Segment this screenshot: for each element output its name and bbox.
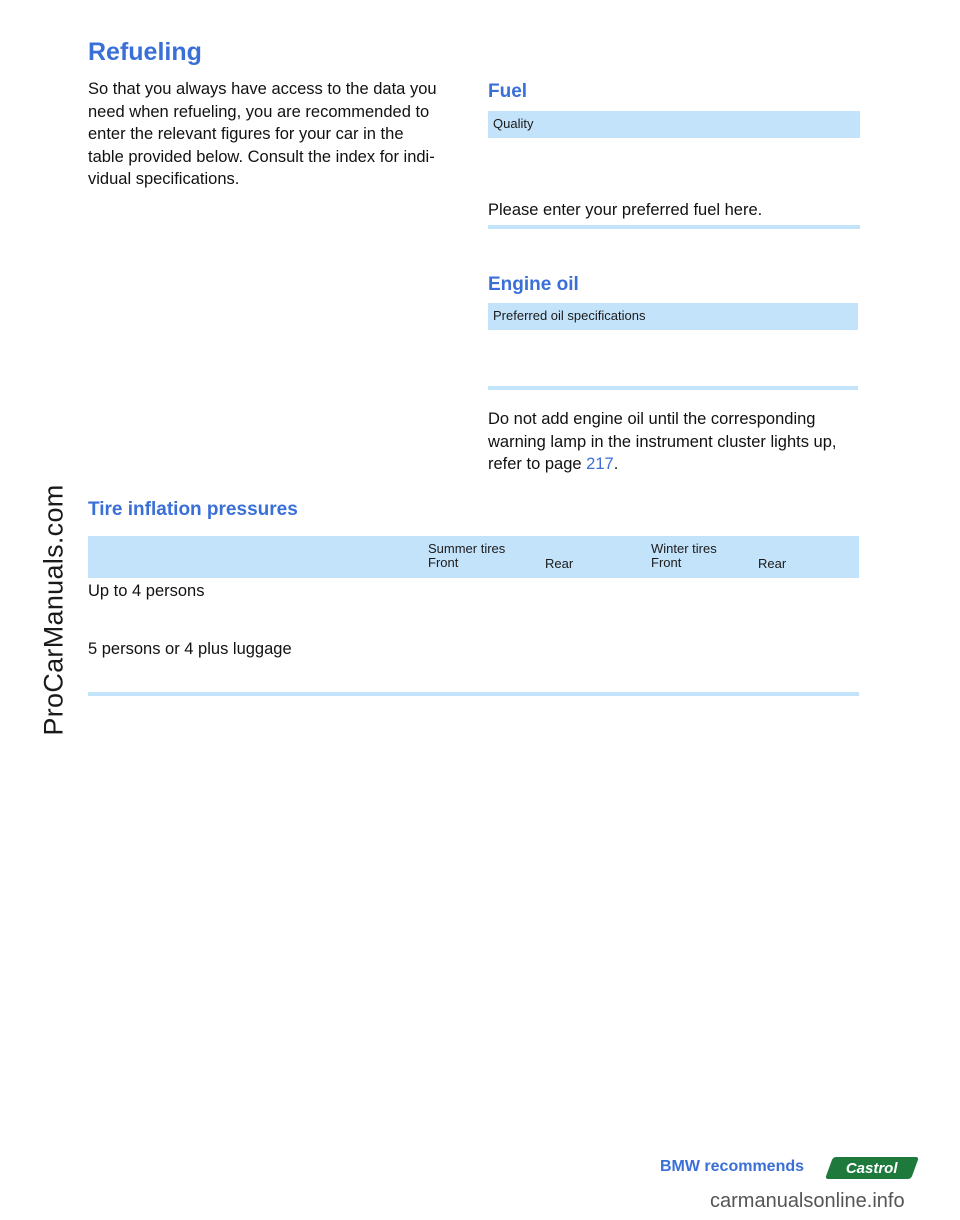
oil-note-line: warning lamp in the instrument cluster lights up,	[488, 432, 837, 451]
tire-table-divider	[88, 692, 859, 696]
oil-note-prefix: refer to page	[488, 455, 587, 473]
table-row: Up to 4 persons	[88, 582, 205, 600]
intro-line: table provided below. Consult the index for indi-	[88, 147, 435, 166]
oil-note-line: Do not add engine oil until the corresponding	[488, 410, 816, 428]
summer-front-header: Front	[428, 555, 459, 570]
fuel-divider	[488, 225, 860, 229]
castrol-logo	[825, 1157, 919, 1179]
intro-line: enter the relevant figures for your car in the	[88, 125, 404, 143]
page-title: Refueling	[88, 38, 202, 66]
fuel-quality-bar: Quality	[488, 111, 860, 138]
oil-note-suffix: .	[613, 455, 619, 473]
summer-tires-header: Summer tires	[428, 541, 506, 556]
intro-line: So that you always have access to the data you	[88, 80, 437, 98]
oil-spec-bar: Preferred oil specifications	[488, 303, 858, 330]
fuel-heading: Fuel	[488, 81, 528, 102]
intro-line: vidual specifications.	[88, 170, 240, 188]
bmw-recommends-text: BMW recommends	[660, 1158, 805, 1175]
page-ref-link[interactable]: 217	[586, 455, 614, 473]
oil-note-line	[488, 453, 868, 476]
castrol-logo-text: Castrol	[846, 1159, 898, 1177]
fuel-note: Please enter your preferred fuel here.	[488, 201, 763, 219]
footer-site-watermark: carmanualsonline.info	[710, 1190, 905, 1212]
oil-note	[488, 408, 868, 476]
winter-rear-header: Rear	[758, 556, 787, 571]
oil-divider	[488, 386, 858, 390]
side-watermark: ProCarManuals.com	[38, 484, 69, 736]
summer-rear-header: Rear	[545, 556, 574, 571]
table-row: 5 persons or 4 plus luggage	[88, 640, 292, 658]
intro-paragraph	[88, 78, 468, 191]
engine-oil-heading: Engine oil	[488, 274, 579, 295]
winter-front-header: Front	[651, 555, 682, 570]
intro-line: need when refueling, you are recommended to	[88, 102, 430, 121]
winter-tires-header: Winter tires	[651, 541, 717, 556]
tire-pressure-heading: Tire inflation pressures	[88, 499, 298, 520]
